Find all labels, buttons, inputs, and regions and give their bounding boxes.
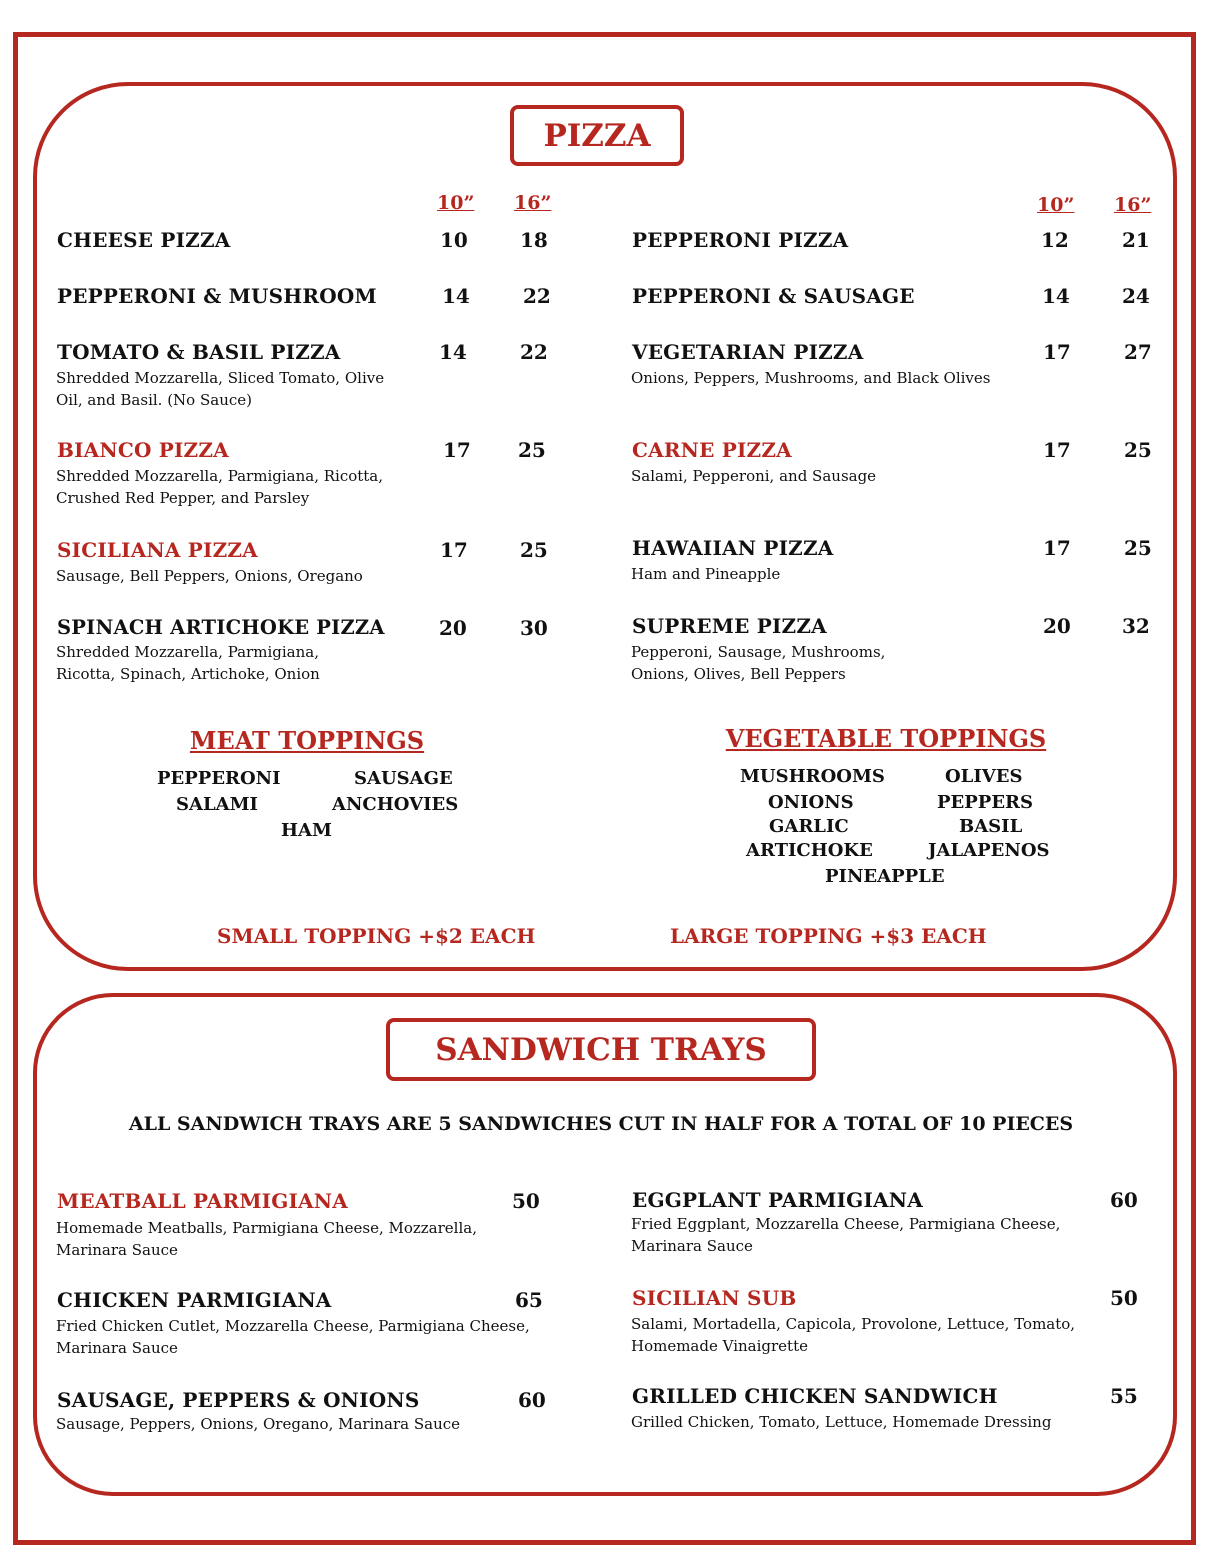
pizza-description: Ham and Pineapple: [631, 565, 781, 583]
sandwich-tray-note: ALL SANDWICH TRAYS ARE 5 SANDWICHES CUT IN HALF FOR A TOTAL OF 10 PIECES: [128, 1113, 1074, 1135]
sandwich-name: SAUSAGE, PEPPERS & ONIONS: [57, 1388, 420, 1412]
pizza-name: TOMATO & BASIL PIZZA: [57, 340, 341, 364]
topping-item: PINEAPPLE: [825, 866, 945, 887]
sandwich-name: EGGPLANT PARMIGIANA: [632, 1188, 923, 1212]
pizza-description: Salami, Pepperoni, and Sausage: [631, 467, 877, 485]
price-small: 17: [1043, 438, 1071, 462]
size-header-large: 16”: [514, 192, 552, 214]
price-small: 12: [1041, 228, 1069, 252]
pizza-title: PIZZA: [510, 105, 684, 166]
price-large: 25: [520, 538, 548, 562]
pizza-name: VEGETARIAN PIZZA: [632, 340, 864, 364]
price-small: 20: [1043, 614, 1071, 638]
sandwich-title: SANDWICH TRAYS: [386, 1018, 816, 1081]
meat-toppings-title: MEAT TOPPINGS: [189, 726, 425, 755]
pizza-description: Sausage, Bell Peppers, Onions, Oregano: [56, 567, 363, 585]
sandwich-description: Salami, Mortadella, Capicola, Provolone, Lettuce, Tomato, Homemade Vinaigrette: [631, 1315, 1076, 1355]
sandwich-description: Fried Chicken Cutlet, Mozzarella Cheese, Parmigiana Cheese, Marinara Sauce: [56, 1317, 530, 1357]
price-large: 24: [1122, 284, 1150, 308]
vegetable-toppings-title: VEGETABLE TOPPINGS: [725, 724, 1047, 753]
sandwich-name: CHICKEN PARMIGIANA: [57, 1288, 332, 1312]
price-small: 17: [443, 438, 471, 462]
price-small: 10: [440, 228, 468, 252]
sandwich-name: MEATBALL PARMIGIANA: [57, 1189, 348, 1213]
price-large: 30: [520, 616, 548, 640]
size-header-large: 16”: [1114, 194, 1152, 216]
topping-item: SALAMI: [176, 794, 258, 815]
pizza-name: SPINACH ARTICHOKE PIZZA: [57, 616, 385, 639]
pizza-name: SICILIANA PIZZA: [57, 538, 258, 562]
sandwich-description: Grilled Chicken, Tomato, Lettuce, Homemade Dressing: [631, 1413, 1052, 1431]
price-small: 17: [1043, 340, 1071, 364]
pizza-name: PEPPERONI PIZZA: [632, 228, 849, 252]
price-large: 18: [520, 228, 548, 252]
price-large: 22: [520, 340, 548, 364]
pizza-name: CHEESE PIZZA: [57, 228, 231, 252]
sandwich-price: 60: [1110, 1188, 1138, 1212]
topping-item: PEPPERONI: [157, 768, 281, 789]
price-small: 17: [1043, 536, 1071, 560]
sandwich-name: SICILIAN SUB: [632, 1286, 797, 1310]
topping-item: SAUSAGE: [354, 768, 453, 789]
pizza-description: Pepperoni, Sausage, Mushrooms, Onions, Olives, Bell Peppers: [631, 643, 886, 683]
pizza-name: CARNE PIZZA: [632, 438, 792, 462]
topping-item: MUSHROOMS: [740, 766, 885, 787]
pizza-description: Onions, Peppers, Mushrooms, and Black Olives: [631, 369, 991, 387]
sandwich-price: 50: [512, 1189, 540, 1213]
sandwich-description: Fried Eggplant, Mozzarella Cheese, Parmigiana Cheese, Marinara Sauce: [631, 1215, 1061, 1255]
sandwich-price: 55: [1110, 1384, 1138, 1408]
topping-item: GARLIC: [769, 816, 849, 837]
topping-item: OLIVES: [945, 766, 1023, 787]
topping-item: ARTICHOKE: [746, 840, 873, 861]
price-large: 25: [1124, 536, 1152, 560]
price-large: 22: [523, 284, 551, 308]
topping-item: HAM: [281, 820, 332, 841]
large-topping-fee: LARGE TOPPING +$3 EACH: [670, 924, 987, 948]
pizza-panel: [33, 82, 1177, 971]
price-large: 27: [1124, 340, 1152, 364]
price-large: 25: [1124, 438, 1152, 462]
size-header-small: 10”: [1037, 194, 1075, 216]
sandwich-price: 60: [518, 1388, 546, 1412]
price-small: 14: [1042, 284, 1070, 308]
topping-item: JALAPENOS: [928, 840, 1050, 861]
topping-item: ONIONS: [768, 792, 854, 813]
pizza-description: Shredded Mozzarella, Parmigiana, Ricotta, Crushed Red Pepper, and Parsley: [56, 467, 384, 507]
pizza-description: Shredded Mozzarella, Parmigiana, Ricotta, Spinach, Artichoke, Onion: [56, 643, 320, 683]
price-small: 20: [439, 616, 467, 640]
sandwich-description: Sausage, Peppers, Onions, Oregano, Marinara Sauce: [56, 1415, 461, 1433]
price-large: 25: [518, 438, 546, 462]
price-small: 17: [440, 538, 468, 562]
pizza-name: PEPPERONI & SAUSAGE: [632, 284, 915, 308]
size-header-small: 10”: [437, 192, 475, 214]
topping-item: BASIL: [959, 816, 1023, 837]
topping-item: PEPPERS: [937, 792, 1034, 813]
sandwich-price: 50: [1110, 1286, 1138, 1310]
small-topping-fee: SMALL TOPPING +$2 EACH: [217, 924, 536, 948]
pizza-name: SUPREME PIZZA: [632, 614, 827, 638]
topping-item: ANCHOVIES: [332, 794, 459, 815]
price-small: 14: [442, 284, 470, 308]
price-large: 32: [1122, 614, 1150, 638]
pizza-name: PEPPERONI & MUSHROOM: [57, 284, 377, 308]
price-large: 21: [1122, 228, 1150, 252]
pizza-description: Shredded Mozzarella, Sliced Tomato, Olive Oil, and Basil. (No Sauce): [56, 369, 385, 409]
sandwich-description: Homemade Meatballs, Parmigiana Cheese, Mozzarella, Marinara Sauce: [56, 1219, 477, 1259]
pizza-name: BIANCO PIZZA: [57, 438, 229, 462]
sandwich-price: 65: [515, 1288, 543, 1312]
price-small: 14: [439, 340, 467, 364]
sandwich-name: GRILLED CHICKEN SANDWICH: [632, 1384, 998, 1408]
pizza-name: HAWAIIAN PIZZA: [632, 536, 834, 560]
